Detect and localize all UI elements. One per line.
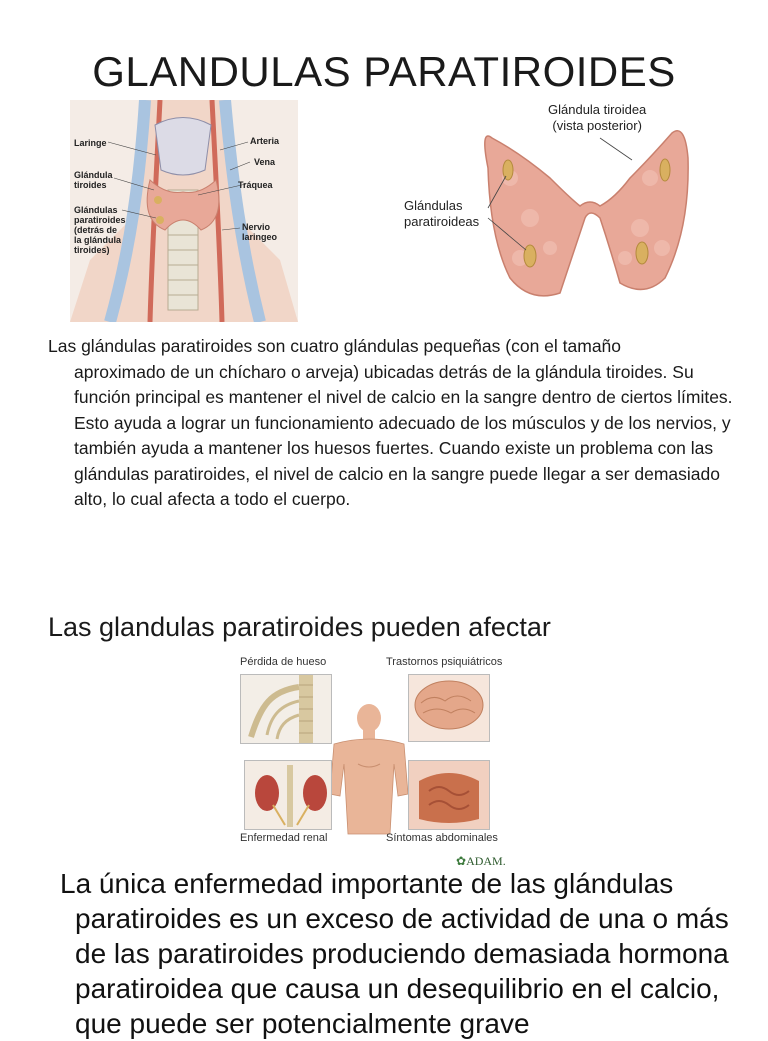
label-glandula-tiroides: Glándula tiroides: [74, 170, 113, 190]
effects-figure: [236, 656, 528, 872]
caption-bone-loss: Pérdida de hueso: [240, 656, 327, 668]
caption-kidney-disease: Enfermedad renal: [240, 832, 328, 844]
label-laringe: Laringe: [74, 138, 107, 148]
label-traquea: Tráquea: [238, 180, 273, 190]
brain-illustration: [409, 675, 489, 741]
bone-loss-panel: [240, 674, 332, 744]
skeleton-illustration: [241, 675, 331, 743]
kidney-panel: [244, 760, 332, 830]
callout-glandulas-paratiroideas: Glándulas paratiroideas: [404, 198, 480, 229]
leaf-icon: ✿: [456, 854, 467, 868]
intro-paragraph-body: aproximado de un chícharo o arveja) ubicadas detrás de la glándula tiroides. Su función principal es mantener el nivel de calcio en la sangre dentro de ciertos límites. Esto ayuda a lograr un funcionamiento adecuado de los músculos y de los nervios, y también ayuda a mantener los huesos fuertes. Cuando existe un problema con las glándulas paratiroides, el nivel de calcio en la sangre puede llegar a ser demasiado alto, lo cual afecta a todo el cuerpo.: [74, 361, 733, 509]
effects-heading: Las glandulas paratiroides pueden afectar: [48, 612, 551, 642]
conclusion-first-line: La única enfermedad importante de las glándulas: [60, 868, 674, 899]
callout-glandula-tiroidea: Glándula tiroidea (vista posterior): [548, 102, 647, 133]
label-glandulas-paratiroides: Glándulas paratiroides (detrás de la glándula tiroides): [74, 205, 126, 255]
kidney-illustration: [245, 761, 331, 829]
intro-paragraph-first-line: Las glándulas paratiroides son cuatro glándulas pequeñas (con el tamaño: [48, 336, 622, 356]
adam-logo: ✿ADAM.: [456, 854, 506, 868]
abdomen-panel: [408, 760, 490, 830]
conclusion-body: paratiroides es un exceso de actividad de una o más de las paratiroides produciendo demasiada hormona paratiroidea que causa un desequilibrio en el calcio, que puede ser potencialmente grave: [75, 903, 729, 1039]
intro-paragraph: [48, 334, 738, 513]
thyroid-posterior-figure: [400, 98, 700, 308]
page-title: GLANDULAS PARATIROIDES: [92, 48, 676, 95]
neck-anatomy-figure: [70, 100, 298, 322]
label-arteria: Arteria: [250, 136, 280, 146]
label-nervio-laringeo: Nervio laringeo: [242, 222, 278, 242]
brain-panel: [408, 674, 490, 742]
caption-abdominal-symptoms: Síntomas abdominales: [386, 832, 498, 844]
conclusion-paragraph: [60, 866, 750, 1041]
label-vena: Vena: [254, 157, 276, 167]
caption-psychiatric: Trastornos psiquiátricos: [386, 656, 503, 668]
intestines-illustration: [409, 761, 489, 829]
